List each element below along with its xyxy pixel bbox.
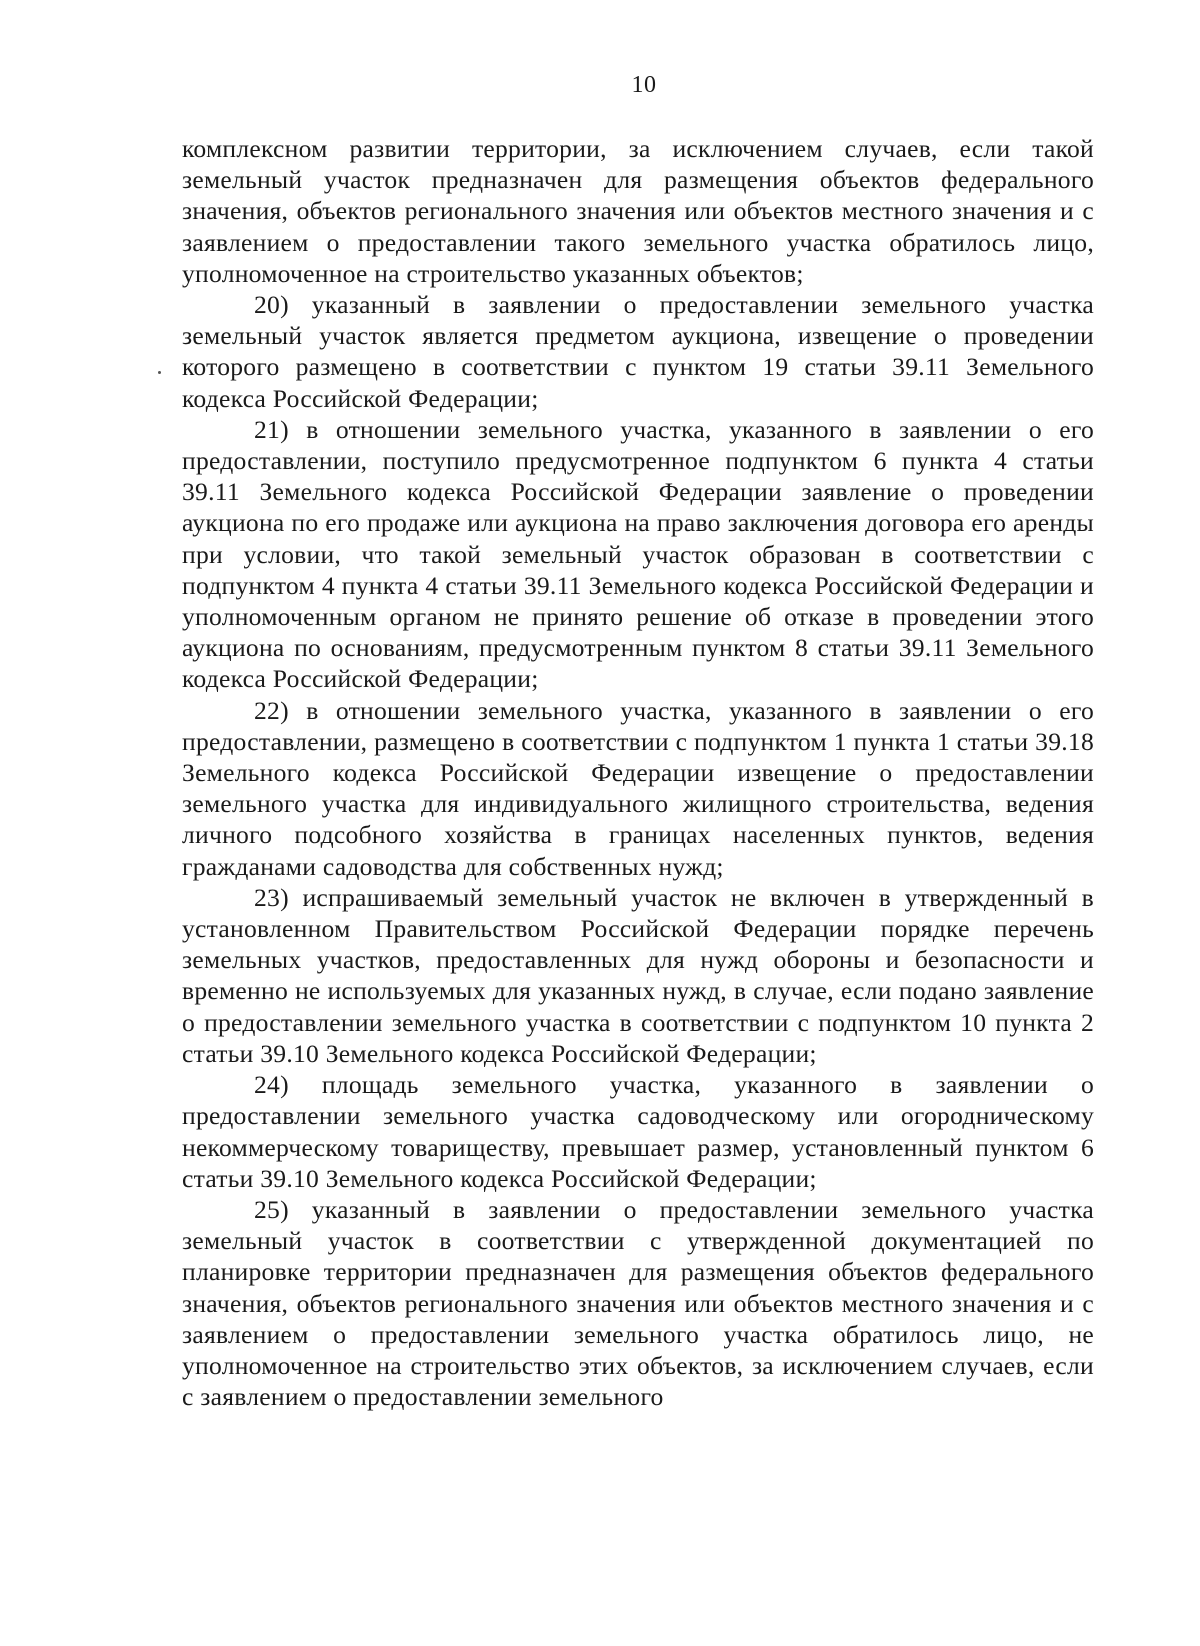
- paragraph-item-22: 22) в отношении земельного участка, указанного в заявлении о его предоставлении, размещено в соответствии с подпунктом 1 пункта 1 статьи 39.18 Земельного кодекса Российской Федерации извещение о предоставлении земельного участка для индивидуального жилищного строительства, ведения личного подсобного хозяйства в границах населенных пунктов, ведения гражданами садоводства для собственных нужд;: [182, 695, 1094, 881]
- paragraph-continuation: комплексном развитии территории, за исключением случаев, если такой земельный участок предназначен для размещения объектов федерального значения, объектов регионального значения или объектов местного значения и с заявлением о предоставлении такого земельного участка обратилось лицо, уполномоченное на строительство указанных объектов;: [182, 134, 1094, 288]
- paragraph-item-25: 25) указанный в заявлении о предоставлении земельного участка земельный участок в соответствии с утвержденной документацией по планировке территории предназначен для размещения объектов федерального значения, объектов регионального значения или объектов местного значения и с заявлением о предоставлении земельного участка обратилось лицо, не уполномоченное на строительство этих объектов, за исключением случаев, если с заявлением о предоставлении земельного: [182, 1194, 1094, 1412]
- paragraph-item-20: 20) указанный в заявлении о предоставлении земельного участка земельный участок является предметом аукциона, извещение о проведении которого размещено в соответствии с пунктом 19 статьи 39.11 Земельного кодекса Российской Федерации;: [182, 290, 1094, 413]
- paragraph-item-24: 24) площадь земельного участка, указанного в заявлении о предоставлении земельного участка садоводческому или огородническому некоммерческому товариществу, превышает размер, установленный пунктом 6 статьи 39.10 Земельного кодекса Российской Федерации;: [182, 1070, 1094, 1193]
- scan-speck: [158, 371, 161, 374]
- page-number: 10: [631, 72, 657, 98]
- document-body: [182, 133, 1094, 1412]
- paragraph-item-21: 21) в отношении земельного участка, указанного в заявлении о его предоставлении, поступило предусмотренное подпунктом 6 пункта 4 статьи 39.11 Земельного кодекса Российской Федерации заявление о проведении аукциона по его продаже или аукциона на право заключения договора его аренды при условии, что такой земельный участок образован в соответствии с подпунктом 4 пункта 4 статьи 39.11 Земельного кодекса Российской Федерации и уполномоченным органом не принято решение об отказе в проведении этого аукциона по основаниям, предусмотренным пунктом 8 статьи 39.11 Земельного кодекса Российской Федерации;: [182, 414, 1094, 694]
- paragraph-item-23: 23) испрашиваемый земельный участок не включен в утвержденный в установленном Правительством Российской Федерации порядке перечень земельных участков, предоставленных для нужд обороны и безопасности и временно не используемых для указанных нужд, в случае, если подано заявление о предоставлении земельного участка в соответствии с подпунктом 10 пункта 2 статьи 39.10 Земельного кодекса Российской Федерации;: [182, 882, 1094, 1068]
